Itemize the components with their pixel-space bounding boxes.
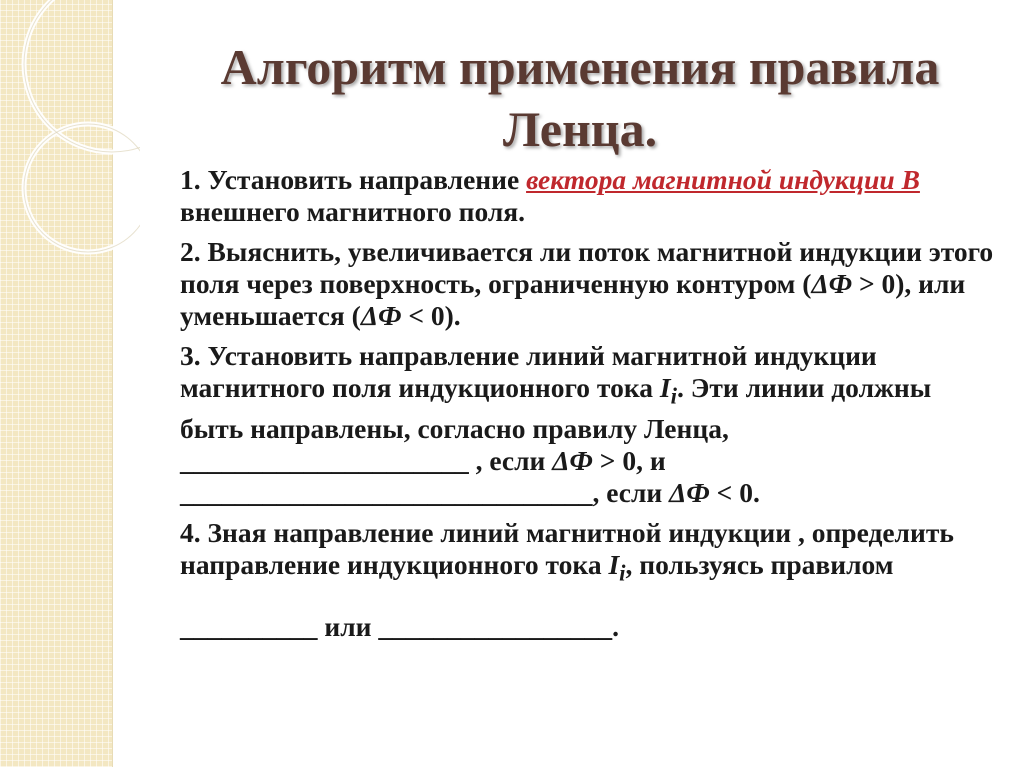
current-symbol: I [659, 372, 671, 403]
highlighted-term: вектора магнитной индукции B [526, 164, 920, 195]
slide-title [150, 36, 1010, 160]
title-line-2: Ленца. [502, 101, 658, 157]
flux-change-symbol: ΔФ [811, 268, 853, 299]
decorative-rings [0, 0, 140, 767]
current-subscript: i [619, 560, 626, 585]
title-line-1: Алгоритм применения правила [220, 39, 940, 95]
final-blank-line: __________ или _________________. [180, 611, 619, 642]
current-symbol: I [608, 548, 620, 580]
flux-change-symbol: ΔФ [669, 476, 710, 508]
step-1: 1. Установить направление вектора магнитной индукции B внешнего магнитного поля. [180, 164, 920, 227]
step-2: 2. Выяснить, увеличивается ли поток магнитной индукции этого поля через поверхность, ограниченную контуром (ΔФ > 0), или уменьшается (ΔФ < 0). [180, 236, 994, 331]
flux-change-symbol: ΔФ [552, 444, 593, 476]
step-3: 3. Установить направление линий магнитной индукции магнитного поля индукционного тока $I_i$. Эти линии должны быть направлены, согласно правилу Ленца, _____________________ , если ΔФ > 0, и ______________________________, если ΔФ < 0. [180, 340, 932, 508]
algorithm-steps [180, 164, 1000, 651]
current-subscript: i [670, 383, 677, 409]
step-4: 4. Зная направление линий магнитной индукции , определить направление индукционного тока $I_i$, пользуясь правилом [180, 516, 954, 585]
flux-change-symbol: ΔФ [360, 300, 402, 331]
